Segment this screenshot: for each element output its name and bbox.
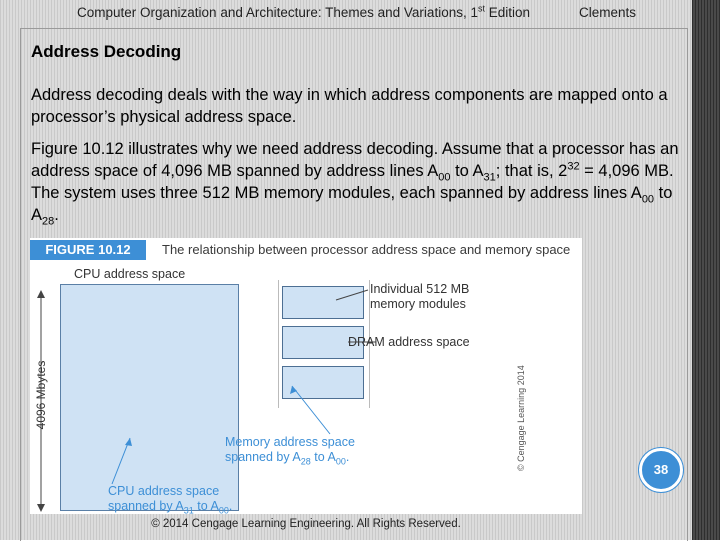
individual-modules-label: Individual 512 MB memory modules: [370, 282, 470, 311]
cpu-address-span-label: CPU address space spanned by $A_{31}$ to $A_{00}$.: [108, 484, 233, 516]
memory-address-space-label: Memory address space spanned by $A_{28}$ to $A_{00}$.: [225, 435, 355, 467]
book-title: Computer Organization and Architecture: Themes and Variations, 1st Edition: [77, 3, 531, 20]
paragraph-example: Figure 10.12 illustrates why we need address decoding. Assume that a processor has an address space of 4,096 MB spanned by address lines $A_{00}$ to $A_{31}$; that is, $2^{32} = 4,096$ MB. The system uses three 512 MB memory modules, each spanned by address lines $A_{00}$ to $A_{28}$.: [31, 140, 679, 228]
author-name: Clements: [579, 5, 637, 20]
cpu-address-space-label: CPU address space: [74, 267, 186, 281]
arrow-individual-modules: [336, 290, 368, 300]
slide-side-band: [692, 0, 720, 540]
copyright-footer: © 2014 Cengage Learning Engineering. All Rights Reserved.: [151, 518, 461, 530]
dram-address-space-label: DRAM address space: [348, 335, 470, 349]
paragraph-intro: Address decoding deals with the way in which address components are mapped onto a processor’s physical address space.: [31, 86, 668, 126]
size-label: 4096 Mbytes: [34, 360, 48, 430]
page-number-badge: 38: [639, 448, 683, 492]
figure-credit: © Cengage Learning 2014: [516, 365, 526, 471]
arrowhead-cpu-space: [125, 438, 132, 446]
annotation-arrows: [30, 238, 582, 514]
figure-10-12: [30, 238, 582, 514]
figure-caption: The relationship between processor address space and memory space: [162, 242, 571, 257]
arrow-memory-space: [292, 386, 330, 434]
figure-tag: FIGURE 10.12: [30, 240, 146, 260]
slide-title: Address Decoding: [31, 42, 182, 61]
